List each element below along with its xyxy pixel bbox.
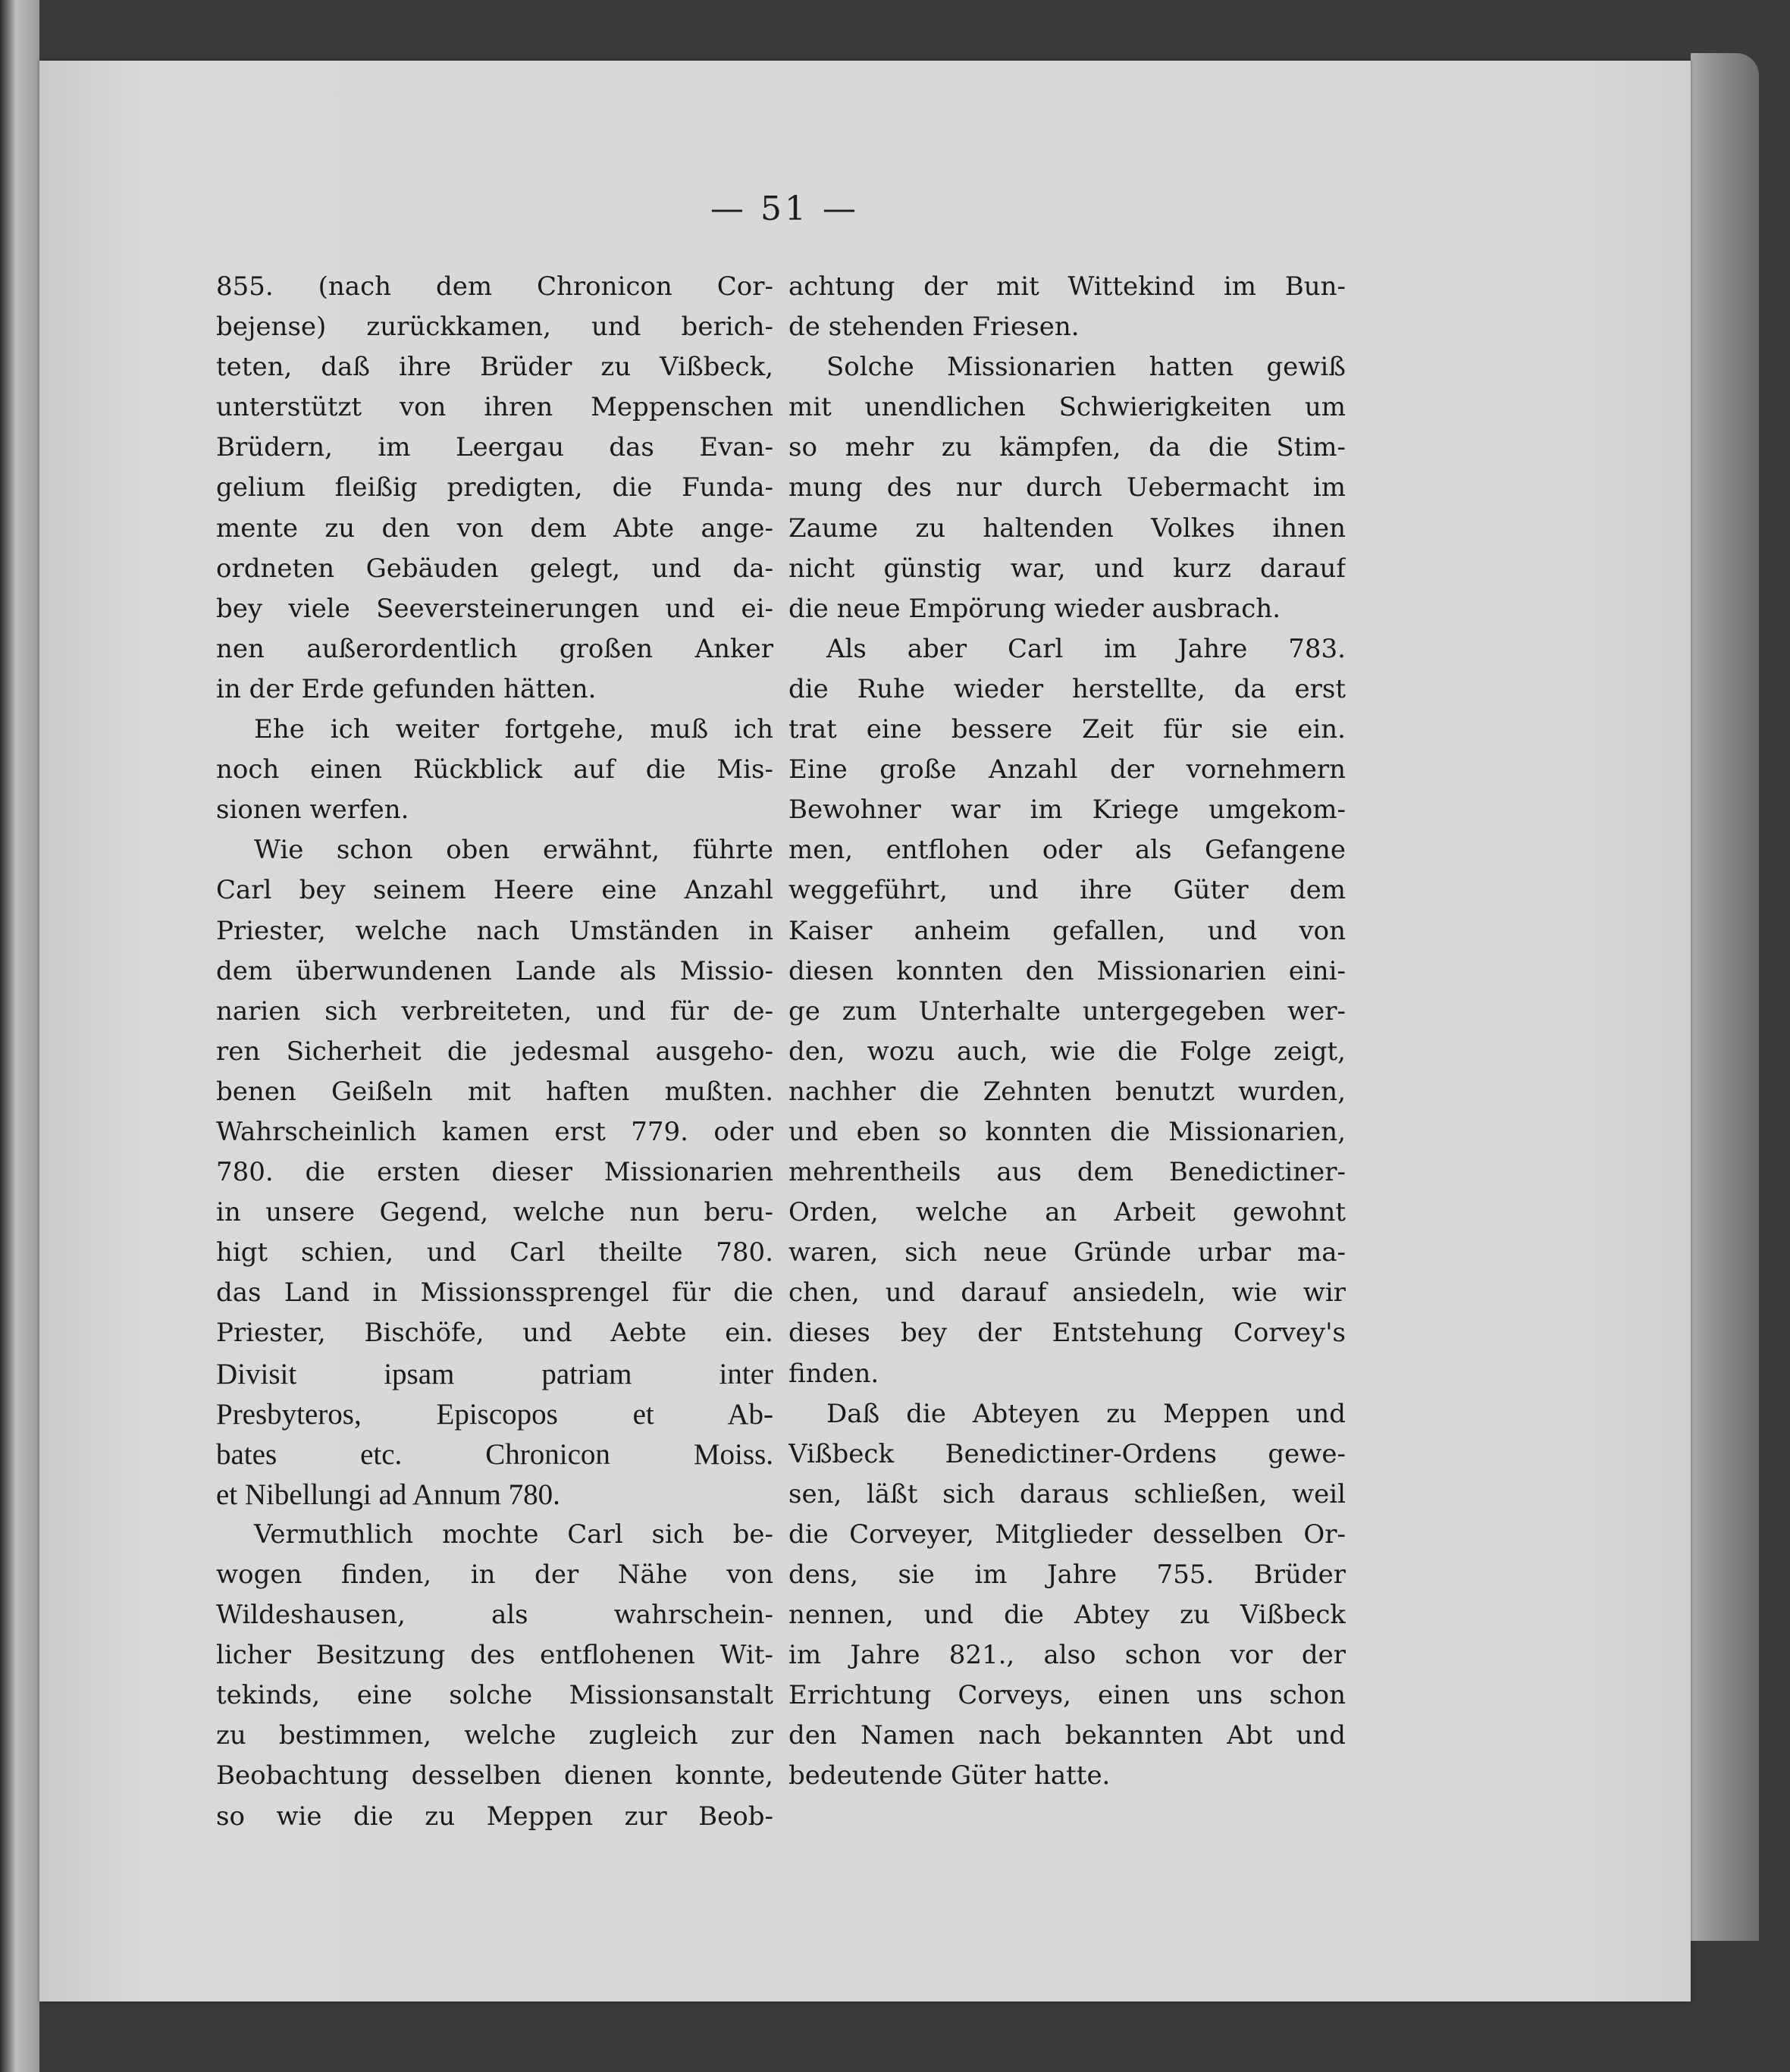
text-line: benen Geißeln mit haften mußten. xyxy=(216,1076,773,1107)
text-line: ren Sicherheit die jedesmal ausgeho- xyxy=(216,1036,773,1067)
text-line: die Ruhe wieder herstellte, da erst xyxy=(788,673,1346,704)
text-line: unterstützt von ihren Meppenschen xyxy=(216,392,773,423)
text-line: den Namen nach bekannten Abt und xyxy=(788,1720,1346,1751)
text-line: so mehr zu kämpfen, da die Stim- xyxy=(788,432,1346,463)
text-line: Priester, welche nach Umständen in xyxy=(216,915,773,946)
text-line: diesen konnten den Missionarien eini- xyxy=(788,955,1346,986)
right-text-column xyxy=(788,267,1346,1797)
text-line: de stehenden Friesen. xyxy=(788,312,1080,343)
text-line: noch einen Rückblick auf die Mis- xyxy=(216,754,773,785)
text-line: nachher die Zehnten benutzt wurden, xyxy=(788,1076,1346,1107)
left-page-edge xyxy=(0,0,39,2072)
text-line: im Jahre 821., also schon vor der xyxy=(788,1640,1346,1671)
text-line: bates etc. Chronicon Moiss. xyxy=(216,1437,773,1471)
text-line: et Nibellungi ad Annum 780. xyxy=(216,1478,560,1511)
text-line: ordneten Gebäuden gelegt, und da- xyxy=(216,553,773,584)
text-line: nicht günstig war, und kurz darauf xyxy=(788,553,1346,584)
text-line: waren, sich neue Gründe urbar ma- xyxy=(788,1237,1346,1268)
text-line: weggeführt, und ihre Güter dem xyxy=(788,875,1346,906)
text-line: Solche Missionarien hatten gewiß xyxy=(826,352,1346,383)
text-line: mehrentheils aus dem Benedictiner- xyxy=(788,1157,1346,1188)
text-line: Beobachtung desselben dienen konnte, xyxy=(216,1760,773,1791)
text-line: Brüdern, im Leergau das Evan- xyxy=(216,432,773,463)
text-line: higt schien, und Carl theilte 780. xyxy=(216,1237,773,1268)
text-line: dens, sie im Jahre 755. Brüder xyxy=(788,1559,1346,1590)
text-line: bedeutende Güter hatte. xyxy=(788,1760,1111,1791)
text-line: nennen, und die Abtey zu Vißbeck xyxy=(788,1600,1346,1631)
text-line: mit unendlichen Schwierigkeiten um xyxy=(788,392,1346,423)
text-line: licher Besitzung des entflohenen Wit- xyxy=(216,1640,773,1671)
text-line: Vermuthlich mochte Carl sich be- xyxy=(254,1519,773,1550)
text-line: Divisit ipsam patriam inter xyxy=(216,1357,773,1390)
text-line: Kaiser anheim gefallen, und von xyxy=(788,915,1346,946)
text-line: die Corveyer, Mitglieder desselben Or- xyxy=(788,1519,1346,1550)
text-line: Wahrscheinlich kamen erst 779. oder xyxy=(216,1116,773,1147)
text-line: die neue Empörung wieder ausbrach. xyxy=(788,593,1281,624)
text-line: Carl bey seinem Heere eine Anzahl xyxy=(216,875,773,906)
text-line: tekinds, eine solche Missionsanstalt xyxy=(216,1680,773,1711)
text-line: Ehe ich weiter fortgehe, muß ich xyxy=(254,714,773,745)
text-line: Als aber Carl im Jahre 783. xyxy=(826,633,1346,664)
text-line: zu bestimmen, welche zugleich zur xyxy=(216,1720,773,1751)
text-line: narien sich verbreiteten, und für de- xyxy=(216,995,773,1027)
text-line: in der Erde gefunden hätten. xyxy=(216,673,597,704)
text-line: chen, und darauf ansiedeln, wie wir xyxy=(788,1277,1346,1309)
text-line: mente zu den von dem Abte ange- xyxy=(216,513,773,544)
text-line: ge zum Unterhalte untergegeben wer- xyxy=(788,995,1346,1027)
text-line: 780. die ersten dieser Missionarien xyxy=(216,1157,773,1188)
text-line: Presbyteros, Episcopos et Ab- xyxy=(216,1397,773,1431)
text-line: Wildeshausen, als wahrschein- xyxy=(216,1600,773,1631)
text-line: wogen finden, in der Nähe von xyxy=(216,1559,773,1590)
text-line: Bewohner war im Kriege umgekom- xyxy=(788,795,1346,826)
left-text-column xyxy=(216,267,773,1837)
page-stack-edge xyxy=(1691,53,1759,1941)
text-line: men, entflohen oder als Gefangene xyxy=(788,835,1346,866)
text-line: den, wozu auch, wie die Folge zeigt, xyxy=(788,1036,1346,1067)
text-line: Daß die Abteyen zu Meppen und xyxy=(826,1398,1346,1429)
text-line: das Land in Missionssprengel für die xyxy=(216,1277,773,1309)
text-line: mung des nur durch Uebermacht im xyxy=(788,472,1346,503)
text-line: Wie schon oben erwähnt, führte xyxy=(254,835,773,866)
text-line: dem überwundenen Lande als Missio- xyxy=(216,955,773,986)
text-line: in unsere Gegend, welche nun beru- xyxy=(216,1197,773,1228)
text-line: sionen werfen. xyxy=(216,795,409,826)
text-line: finden. xyxy=(788,1358,879,1389)
text-line: Vißbeck Benedictiner-Ordens gewe- xyxy=(788,1438,1346,1469)
text-line: Eine große Anzahl der vornehmern xyxy=(788,754,1346,785)
text-line: Zaume zu haltenden Volkes ihnen xyxy=(788,513,1346,544)
text-line: Priester, Bischöfe, und Aebte ein. xyxy=(216,1318,773,1349)
page-number: — 51 — xyxy=(710,190,859,228)
text-line: nen außerordentlich großen Anker xyxy=(216,633,773,664)
text-line: Errichtung Corveys, einen uns schon xyxy=(788,1680,1346,1711)
text-line: teten, daß ihre Brüder zu Vißbeck, xyxy=(216,352,773,383)
text-line: Orden, welche an Arbeit gewohnt xyxy=(788,1197,1346,1228)
text-line: bejense) zurückkamen, und berich- xyxy=(216,312,773,343)
text-line: 855. (nach dem Chronicon Cor- xyxy=(216,271,773,302)
text-line: so wie die zu Meppen zur Beob- xyxy=(216,1801,773,1832)
text-line: dieses bey der Entstehung Corvey's xyxy=(788,1318,1346,1349)
text-line: achtung der mit Wittekind im Bun- xyxy=(788,271,1346,302)
text-line: sen, läßt sich daraus schließen, weil xyxy=(788,1478,1346,1509)
text-line: trat eine bessere Zeit für sie ein. xyxy=(788,714,1346,745)
text-line: bey viele Seeversteinerungen und ei- xyxy=(216,593,773,624)
text-line: und eben so konnten die Missionarien, xyxy=(788,1116,1346,1147)
text-line: gelium fleißig predigten, die Funda- xyxy=(216,472,773,503)
